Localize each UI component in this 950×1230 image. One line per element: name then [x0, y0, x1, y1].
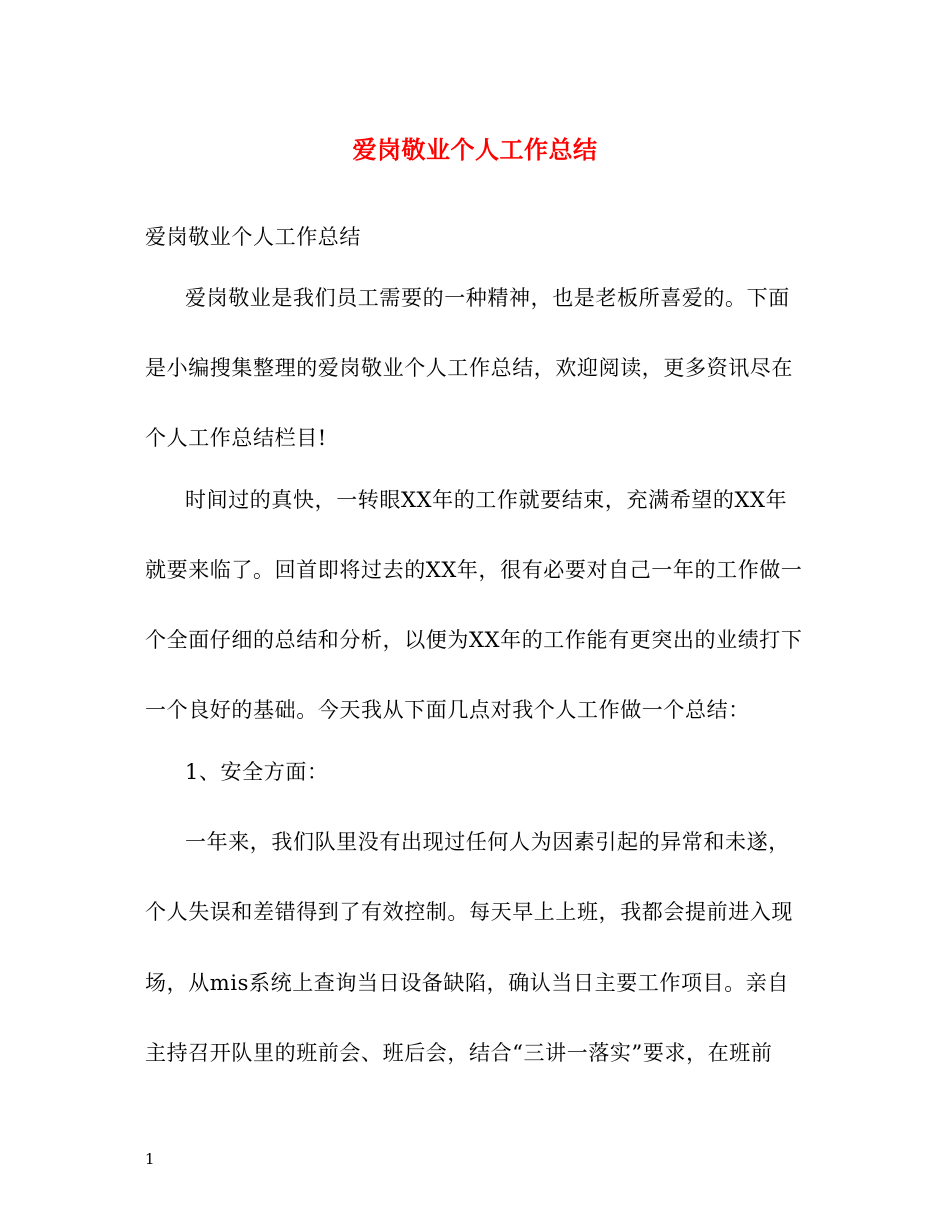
- paragraph-line-4: 时间过的真快，一转眼XX年的工作就要结束，充满希望的XX年: [185, 488, 788, 512]
- paragraph-line-6: 个全面仔细的总结和分析，以便为XX年的工作能有更突出的业绩打下: [145, 628, 803, 652]
- paragraph-line-12: 主持召开队里的班前会、班后会，结合“三讲一落实”要求，在班前: [145, 1041, 773, 1065]
- paragraph-line-10: 个人失误和差错得到了有效控制。每天早上上班，我都会提前进入现: [145, 900, 793, 924]
- document-subtitle: 爱岗敬业个人工作总结: [145, 225, 361, 249]
- document-title: 爱岗敬业个人工作总结: [352, 135, 598, 164]
- section-heading-safety: 1、安全方面：: [185, 760, 329, 784]
- paragraph-line-1: 爱岗敬业是我们员工需要的一种精神，也是老板所喜爱的。下面: [185, 286, 790, 310]
- page-number: 1: [145, 1150, 155, 1168]
- paragraph-line-11: 场，从mis系统上查询当日设备缺陷，确认当日主要工作项目。亲自: [145, 971, 790, 995]
- paragraph-line-9: 一年来，我们队里没有出现过任何人为因素引起的异常和未遂，: [185, 830, 790, 854]
- paragraph-line-5: 就要来临了。回首即将过去的XX年，很有必要对自己一年的工作做一: [145, 558, 803, 582]
- paragraph-line-3: 个人工作总结栏目!: [145, 426, 327, 450]
- paragraph-line-2: 是小编搜集整理的爱岗敬业个人工作总结，欢迎阅读，更多资讯尽在: [145, 356, 793, 380]
- paragraph-line-7: 一个良好的基础。今天我从下面几点对我个人工作做一个总结：: [145, 698, 750, 722]
